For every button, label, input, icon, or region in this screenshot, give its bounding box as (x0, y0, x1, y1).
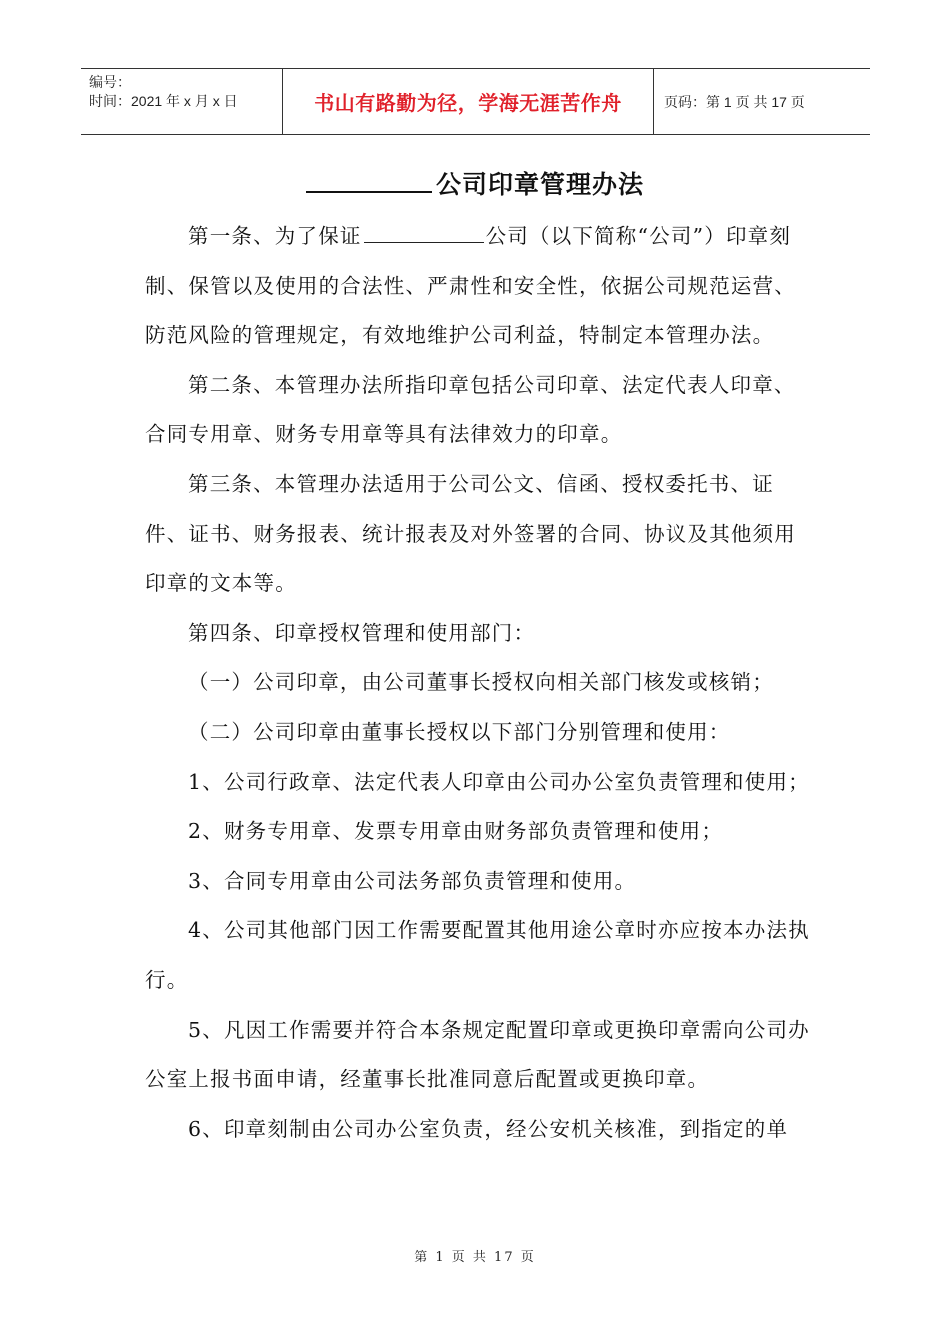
document-body (145, 212, 810, 1154)
header-table (81, 68, 870, 135)
document-title: 公司印章管理办法 (435, 170, 644, 199)
paragraph-1-before: 第一条、为了保证 (188, 224, 362, 248)
paragraph-subitem-4: 4、公司其他部门因工作需要配置其他用途公章时亦应按本办法执行。 (145, 918, 810, 992)
document-number-label: 编号： (89, 74, 131, 90)
header-meta (81, 69, 282, 134)
header-slogan-cell (282, 69, 654, 134)
paragraph-article-1 (145, 212, 810, 361)
paragraph-article-4: 第四条、印章授权管理和使用部门： (188, 620, 536, 645)
paragraph-item-1: （一）公司印章，由公司董事长授权向相关部门核发或核销； (188, 670, 774, 695)
document-title-line (0, 165, 950, 201)
header-page-label: 页码：第 1 页 共 17 页 (664, 93, 805, 110)
paragraph-subitem-2: 2、财务专用章、发票专用章由财务部负责管理和使用； (188, 819, 724, 844)
paragraph-subitem-1: 1、公司行政章、法定代表人印章由公司办公室负责管理和使用； (188, 769, 810, 794)
header-slogan: 书山有路勤为径，学海无涯苦作舟 (314, 91, 622, 115)
title-company-blank (306, 169, 432, 193)
document-date-label: 时间：2021 年 x 月 x 日 (89, 93, 238, 109)
paragraph-subitem-5: 5、凡因工作需要并符合本条规定配置印章或更换印章需向公司办公室上报书面申请，经董事长批准同意后配置或更换印章。 (145, 1017, 810, 1092)
paragraph-1-after: 公司（以下简称“公司”）印章刻制、保管以及使用的合法性、严肃性和安全性，依据公司规范运营、防范风险的管理规定，有效地维护公司利益，特制定本管理办法。 (145, 224, 796, 348)
paragraph-item-2: （二）公司印章由董事长授权以下部门分别管理和使用： (188, 719, 731, 744)
paragraph-article-2: 第二条、本管理办法所指印章包括公司印章、法定代表人印章、合同专用章、财务专用章等具有法律效力的印章。 (145, 372, 796, 447)
paragraph-article-3: 第三条、本管理办法适用于公司公文、信函、授权委托书、证件、证书、财务报表、统计报表及对外签署的合同、协议及其他须用印章的文本等。 (145, 471, 796, 596)
page-footer: 第 1 页 共 17 页 (414, 1250, 536, 1265)
header-page-cell (654, 69, 870, 134)
company-name-blank (364, 222, 484, 243)
paragraph-subitem-3: 3、合同专用章由公司法务部负责管理和使用。 (188, 868, 637, 893)
paragraph-subitem-6: 6、印章刻制由公司办公室负责，经公安机关核准，到指定的单 (188, 1116, 789, 1141)
